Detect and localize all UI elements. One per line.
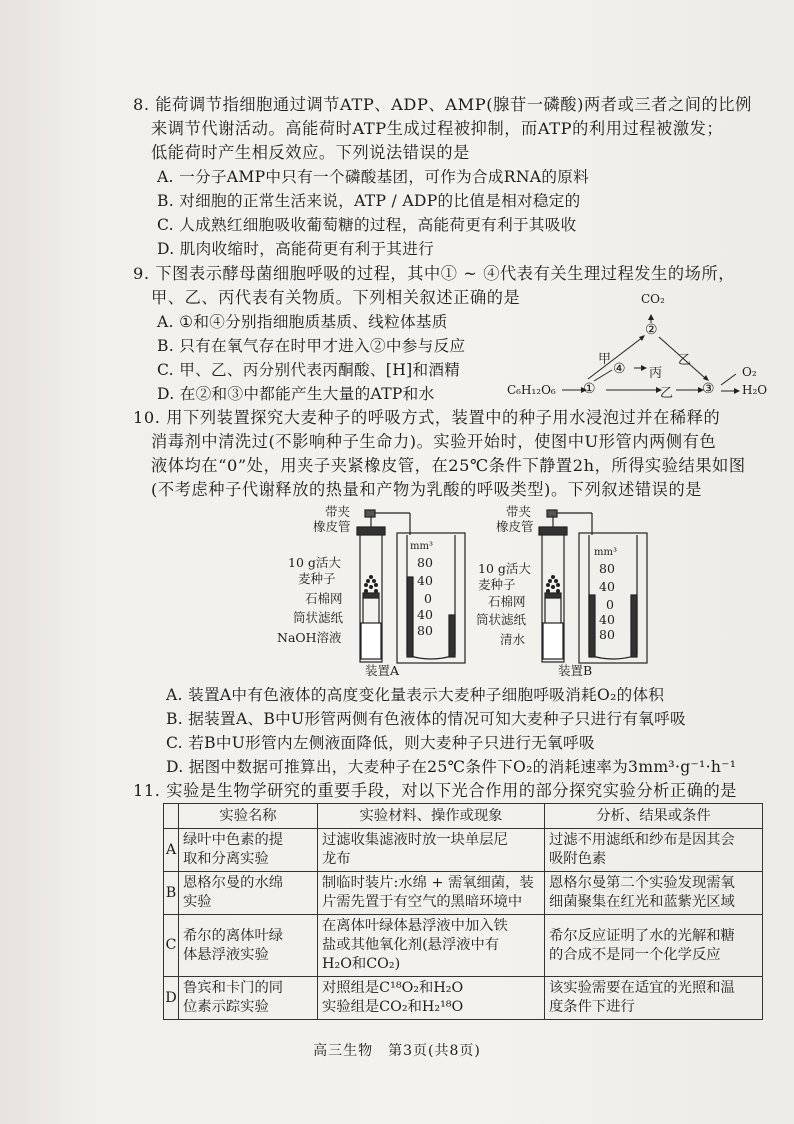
q10-stem-line4: (不考虑种子代谢释放的热量和产物为乳酸的呼吸类型)。下列叙述错误的是	[151, 480, 703, 499]
label-seed-a-2: 麦种子	[298, 571, 336, 586]
scale-a-0: 0	[424, 591, 432, 606]
scale-b-unit: mm³	[594, 547, 617, 558]
q10-option-c: C. 若B中U形管内左侧液面降低，则大麦种子只进行无氧呼吸	[166, 734, 595, 752]
row-analysis	[545, 915, 763, 977]
row-name	[179, 915, 318, 977]
label-seed-b-2: 麦种子	[478, 577, 516, 592]
diagram-glucose: C₆H₁₂O₆	[507, 383, 556, 397]
row-material-line: 过滤收集滤液时放一块单层尼	[322, 832, 508, 848]
row-material-line: 在离体叶绿体悬浮液中加入铁	[322, 918, 508, 934]
table-header-name: 实验名称	[179, 804, 318, 829]
diagram-site-3: ③	[702, 381, 715, 397]
scale-a-40-bottom: 40	[417, 607, 433, 622]
table-header-analysis: 分析、结果或条件	[545, 804, 763, 829]
row-material-line: 制临时装片:水绵 + 需氧细菌，装	[322, 875, 534, 891]
label-solution-a: NaOH溶液	[277, 630, 342, 645]
row-material-line: 片需先置于有空气的黑暗环境中	[322, 894, 523, 910]
q10-option-a: A. 装置A中有色液体的高度变化量表示大麦种子细胞呼吸消耗O₂的体积	[166, 686, 665, 704]
row-material	[318, 872, 545, 915]
row-analysis-line: 该实验需要在适宜的光照和温	[549, 980, 735, 996]
scale-b-0: 0	[606, 597, 614, 612]
experiment-table	[163, 803, 763, 1020]
row-name-line: 位素示踪实验	[183, 999, 269, 1015]
row-analysis-line: 吸附色素	[549, 851, 607, 867]
row-material	[318, 829, 545, 872]
q10-stem-line2: 消毒剂中清洗过(不影响种子生命力)。实验开始时，使图中U形管内两侧有色	[151, 432, 717, 451]
diagram-site-4: ④	[613, 361, 626, 377]
q9-option-a: A. ①和④分别指细胞质基质、线粒体基质	[157, 313, 448, 331]
row-name	[179, 872, 318, 915]
label-device-a: 装置A	[365, 663, 400, 678]
row-analysis-line: 度条件下进行	[549, 999, 635, 1015]
table-row	[164, 872, 763, 915]
row-name-line: 绿叶中色素的提	[183, 832, 284, 848]
label-clip-b-1: 带夹	[506, 504, 532, 519]
scale-a-80-bottom: 80	[417, 623, 433, 638]
row-analysis-line: 的合成不是同一个化学反应	[549, 946, 721, 963]
row-material-line: 龙布	[322, 851, 351, 867]
table-row	[164, 977, 763, 1020]
scale-b-80-bottom: 80	[599, 627, 615, 642]
row-analysis	[545, 872, 763, 915]
diagram-site-2: ②	[645, 322, 658, 338]
scale-b-40-top: 40	[599, 579, 615, 594]
row-name	[179, 977, 318, 1020]
q10-stem-line3: 液体均在“0”处，用夹子夹紧橡皮管，在25℃条件下静置2h，所得实验结果如图	[151, 456, 746, 475]
row-analysis-line: 希尔反应证明了水的光解和糖	[549, 927, 735, 944]
row-name-line: 体悬浮液实验	[183, 946, 269, 963]
q9-stem-line1: 9. 下图表示酵母菌细胞呼吸的过程，其中① ~ ④代表有关生理过程发生的场所，	[133, 264, 736, 283]
diagram-bing: 丙	[649, 366, 663, 381]
q10-stem-line1: 10. 用下列装置探究大麦种子的呼吸方式，装置中的种子用水浸泡过并在稀释的	[133, 408, 721, 427]
q8-option-c: C. 人成熟红细胞吸收葡萄糖的过程，高能荷更有利于其吸收	[157, 216, 577, 234]
row-name-line: 鲁宾和卡门的同	[183, 980, 284, 996]
row-analysis-line: 恩格尔曼第二个实验发现需氧	[549, 875, 735, 891]
row-material	[318, 977, 545, 1020]
row-key: A	[164, 829, 179, 872]
q9-stem-line2: 甲、乙、丙代表有关物质。下列相关叙述正确的是	[151, 288, 521, 307]
row-name-line: 恩格尔曼的水绵	[183, 875, 284, 891]
diagram-o2: O₂	[742, 365, 757, 379]
table-header-row	[164, 804, 763, 829]
row-name	[179, 829, 318, 872]
row-material-line: 实验组是CO₂和H₂¹⁸O	[322, 999, 464, 1015]
q8-stem-line2: 来调节代谢活动。高能荷时ATP生成过程被抑制，而ATP的利用过程被激发；	[151, 119, 724, 138]
diagram-site-1: ①	[583, 381, 596, 397]
q8-stem-line1: 8. 能荷调节指细胞通过调节ATP、ADP、AMP(腺苷一磷酸)两者或三者之间的比例	[133, 95, 752, 114]
row-analysis	[545, 829, 763, 872]
row-analysis	[545, 977, 763, 1020]
row-key: D	[164, 977, 179, 1020]
table-row	[164, 829, 763, 872]
row-material-line: H₂O和CO₂)	[322, 956, 401, 972]
q8-option-d: D. 肌肉收缩时，高能荷更有利于其进行	[157, 240, 435, 258]
q9-option-b: B. 只有在氧气存在时甲才进入②中参与反应	[157, 337, 466, 355]
row-name-line: 实验	[183, 894, 212, 910]
diagram-yi-top: 乙	[678, 353, 692, 368]
table-row	[164, 915, 763, 977]
q8-stem-line3: 低能荷时产生相反效应。下列说法错误的是	[151, 143, 470, 162]
label-seed-a-1: 10 g活大	[288, 555, 341, 570]
label-net-b: 石棉网	[488, 594, 526, 609]
row-key: B	[164, 872, 179, 915]
label-paper-b: 筒状滤纸	[476, 612, 527, 627]
q8-option-b: B. 对细胞的正常生活来说，ATP / ADP的比值是相对稳定的	[157, 192, 581, 210]
row-name-line: 取和分离实验	[183, 851, 269, 867]
scale-a-40-top: 40	[417, 573, 433, 588]
row-name-line: 希尔的离体叶绿	[183, 927, 284, 944]
diagram-jia: 甲	[598, 352, 612, 367]
scale-b-40-bottom: 40	[599, 612, 615, 627]
diagram-yi-bottom: 乙	[660, 386, 674, 401]
row-analysis-line: 细菌聚集在红光和蓝紫光区域	[549, 894, 735, 910]
q10-option-b: B. 据装置A、B中U形管两侧有色液体的情况可知大麦种子只进行有氧呼吸	[166, 710, 686, 728]
diagram-co2-top: CO₂	[641, 292, 665, 306]
label-device-b: 装置B	[558, 663, 593, 678]
q9-option-c: C. 甲、乙、丙分别代表丙酮酸、[H]和酒精	[157, 361, 461, 379]
table-header-material: 实验材料、操作或现象	[318, 804, 545, 829]
label-paper-a: 筒状滤纸	[293, 610, 344, 625]
row-material-line: 盐或其他氧化剂(悬浮液中有	[322, 937, 500, 953]
table-header-key	[164, 804, 179, 829]
scale-a-unit: mm³	[410, 541, 433, 552]
q10-option-d: D. 据图中数据可推算出，大麦种子在25℃条件下O₂的消耗速率为3mm³·g⁻¹·h⁻¹	[166, 758, 737, 776]
row-material	[318, 915, 545, 977]
label-clip-a-1: 带夹	[325, 504, 351, 519]
row-key: C	[164, 915, 179, 977]
row-material-line: 对照组是C¹⁸O₂和H₂O	[322, 980, 464, 996]
q9-option-d: D. 在②和③中都能产生大量的ATP和水	[157, 385, 435, 403]
label-net-a: 石棉网	[305, 591, 343, 606]
q8-option-a: A. 一分子AMP中只有一个磷酸基团，可作为合成RNA的原料	[157, 168, 590, 186]
q11-stem: 11. 实验是生物学研究的重要手段，对以下光合作用的部分探究实验分析正确的是	[133, 781, 738, 800]
label-seed-b-1: 10 g活大	[478, 561, 531, 576]
label-clip-a-2: 橡皮管	[313, 519, 351, 534]
diagram-h2o: H₂O	[742, 383, 768, 397]
row-analysis-line: 过滤不用滤纸和纱布是因其会	[549, 832, 735, 848]
label-solution-b: 清水	[500, 632, 526, 647]
page-footer: 高三生物 第3页(共8页)	[313, 1043, 481, 1059]
scale-a-80-top: 80	[417, 555, 433, 570]
scale-b-80-top: 80	[599, 561, 615, 576]
label-clip-b-2: 橡皮管	[496, 519, 534, 534]
